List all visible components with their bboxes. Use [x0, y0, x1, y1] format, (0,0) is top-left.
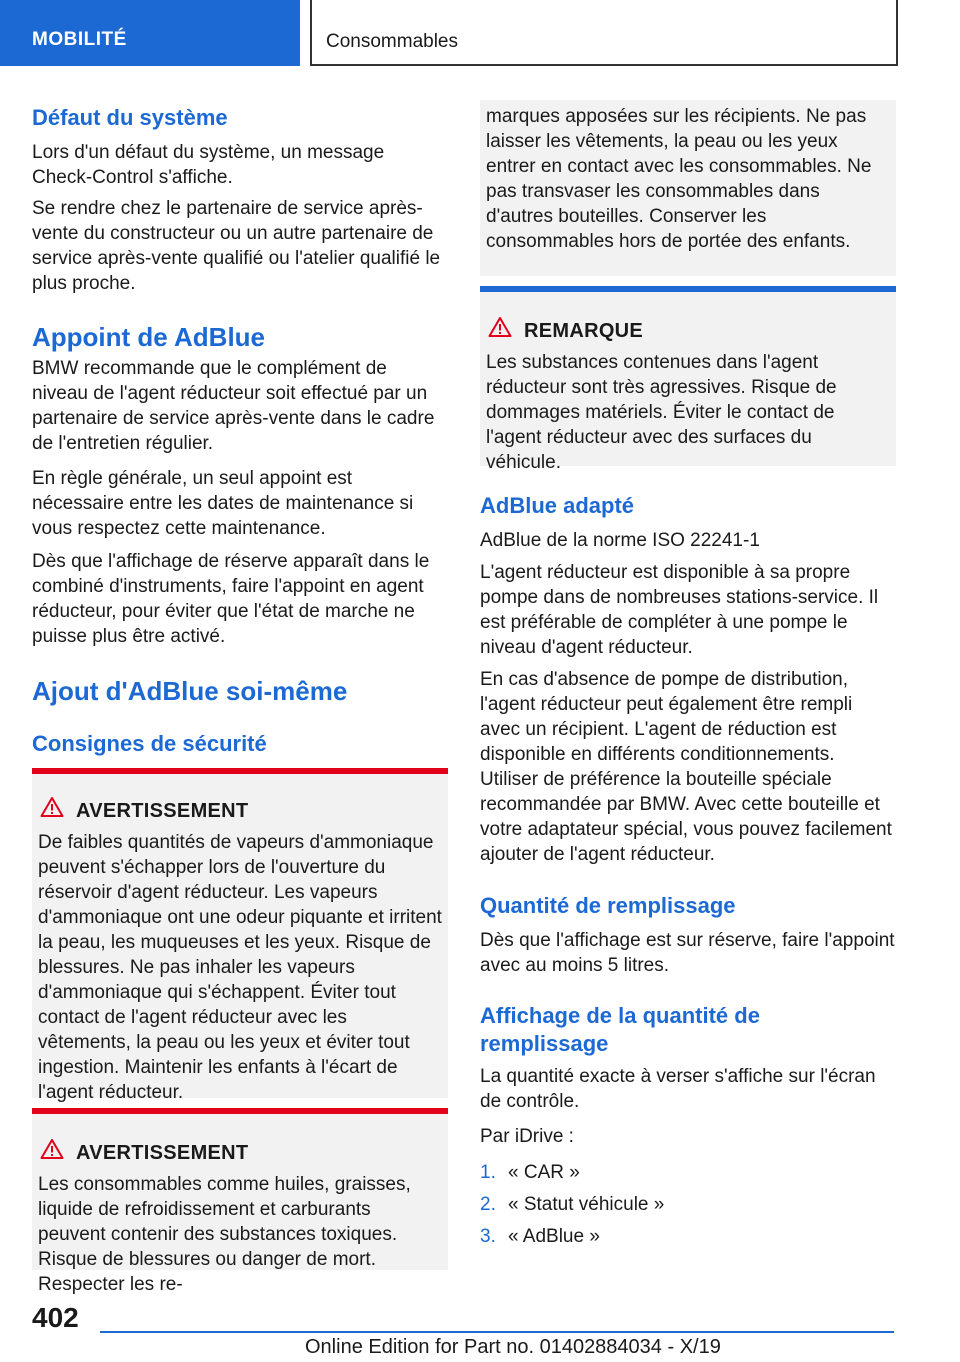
- list-item-number: 2.: [480, 1194, 496, 1215]
- paragraph: La quantité exacte à verser s'affiche sur l'écran de contrôle.: [480, 1066, 876, 1112]
- paragraph: En cas d'absence de pompe de distribution, l'agent réducteur peut également être rempli avec un récipient. L'agent de réduction est disponible en différents conditionnements. Utiliser de préférence la bouteille spéciale recommandée par BMW. Avec cette bouteille et votre adaptateur spécial, vous pouvez facilement ajouter de l'agent réducteur.: [480, 669, 892, 865]
- warning-title: AVERTISSEMENT: [76, 800, 249, 822]
- header-chapter-tab: [310, 0, 898, 66]
- heading-quantite-remplissage: Quantité de remplissage: [480, 893, 736, 918]
- list-item: « CAR »: [508, 1162, 580, 1183]
- warning-triangle-icon: [40, 796, 64, 818]
- warning-text: Les consommables comme huiles, graisses, liquide de refroidissement et carburants peuvent contenir des substances toxiques. Risque de blessures ou danger de mort. Respecter les re-: [38, 1174, 411, 1295]
- footer-edition-text: Online Edition for Part no. 01402884034 - X/19: [305, 1336, 721, 1358]
- heading-consignes-securite: Consignes de sécurité: [32, 731, 267, 756]
- paragraph: Dès que l'affichage est sur réserve, faire l'appoint avec au moins 5 litres.: [480, 930, 895, 976]
- paragraph: Par iDrive :: [480, 1126, 574, 1147]
- list-item-number: 1.: [480, 1162, 496, 1183]
- heading-adblue-adapte: AdBlue adapté: [480, 493, 635, 518]
- paragraph: Dès que l'affichage de réserve apparaît dans le combiné d'instruments, faire l'appoint en agent réducteur, pour éviter que l'état de marche ne puisse plus être activé.: [32, 551, 430, 647]
- paragraph: Lors d'un défaut du système, un message Check-Control s'affiche.: [32, 142, 385, 188]
- list-item: « AdBlue »: [508, 1226, 600, 1247]
- page-number: 402: [32, 1302, 79, 1333]
- footer-divider: [100, 1331, 894, 1333]
- note-box-remarque: [480, 286, 896, 473]
- header-section-tab: [0, 0, 300, 66]
- note-text: Les substances contenues dans l'agent réducteur sont très agressives. Risque de dommages matériels. Éviter le contact de l'agent réducteur avec des surfaces du véhicule.: [486, 352, 837, 473]
- header-section-label: MOBILITÉ: [32, 29, 127, 50]
- paragraph: AdBlue de la norme ISO 22241-1: [480, 530, 760, 551]
- heading-affichage-quantite: Affichage de la quantité de remplissage: [480, 1003, 760, 1056]
- paragraph: L'agent réducteur est disponible à sa propre pompe dans de nombreuses stations-service. Il est préférable de compléter à une pompe le niveau d'agent réducteur.: [480, 562, 879, 658]
- warning-box-consommables: [32, 1108, 448, 1295]
- warning-box-continued: [480, 100, 896, 276]
- heading-appoint-adblue: Appoint de AdBlue: [32, 322, 266, 352]
- warning-triangle-icon: [488, 316, 512, 338]
- note-title: REMARQUE: [524, 320, 644, 342]
- paragraph: Se rendre chez le partenaire de service après-vente du constructeur ou un autre partenaire de service après-vente qualifié ou l'atelier qualifié le plus proche.: [32, 198, 441, 294]
- paragraph: BMW recommande que le complément de niveau de l'agent réducteur soit effectué par un partenaire de service après-vente dans le cadre de l'entretien régulier.: [32, 358, 435, 454]
- warning-text: De faibles quantités de vapeurs d'ammoniaque peuvent s'échapper lors de l'ouverture du réservoir d'agent réducteur. Les vapeurs d'ammoniaque ont une odeur piquante et irritent la peau, les muqueuses et les yeux. Risque de blessures. Ne pas inhaler les vapeurs d'ammoniaque qui s'échappent. Éviter tout contact de l'agent réducteur avec les vêtements, la peau ou les yeux et éviter tout ingestion. Maintenir les enfants à l'écart de l'agent réducteur.: [38, 832, 442, 1103]
- header-chapter-label: Consommables: [326, 31, 458, 52]
- list-item: « Statut véhicule »: [508, 1194, 665, 1215]
- heading-ajout-adblue: Ajout d'AdBlue soi-même: [32, 676, 348, 706]
- heading-defaut-systeme: Défaut du système: [32, 105, 228, 130]
- warning-title: AVERTISSEMENT: [76, 1142, 249, 1164]
- warning-text-continued: marques apposées sur les récipients. Ne pas laisser les vêtements, la peau ou les yeux entrer en contact avec les consommables. Ne pas transvaser les consommables dans d'autres bouteilles. Conserver les consommables hors de portée des enfants.: [486, 106, 872, 252]
- warning-triangle-icon: [40, 1138, 64, 1160]
- list-item-number: 3.: [480, 1226, 496, 1247]
- warning-box-ammoniaque: [32, 768, 448, 1103]
- paragraph: En règle générale, un seul appoint est nécessaire entre les dates de maintenance si vous respectez cette maintenance.: [32, 468, 414, 539]
